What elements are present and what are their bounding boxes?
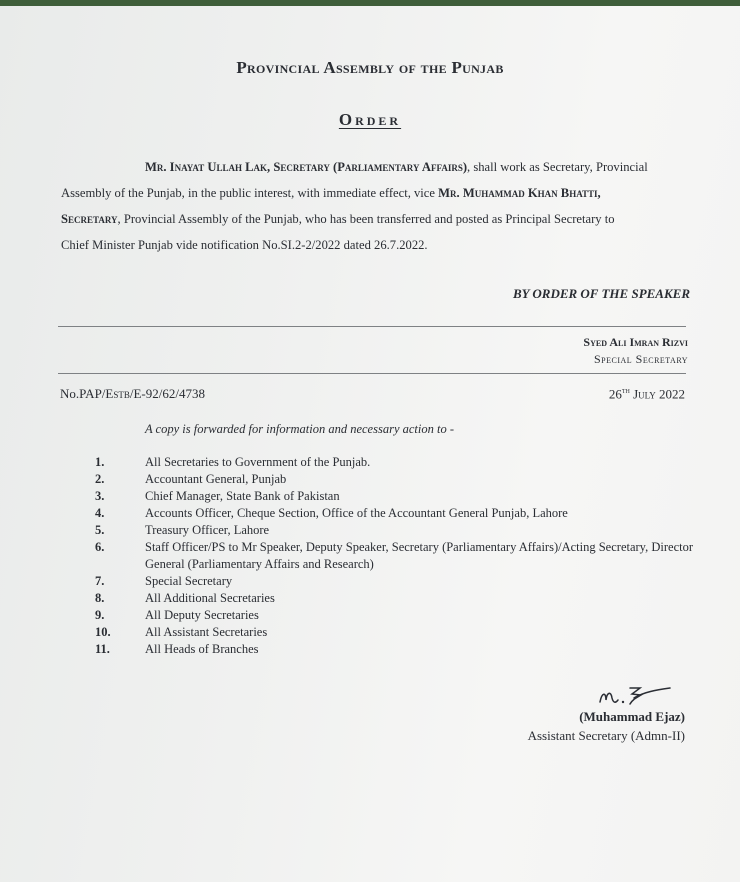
officer-name-previous: Mr. Muhammad Khan Bhatti, bbox=[438, 186, 601, 200]
recipient-item bbox=[95, 624, 695, 641]
signatory-name: Syed Ali Imran Rizvi bbox=[583, 335, 688, 349]
document-page bbox=[0, 6, 740, 882]
copy-forwarded-line: A copy is forwarded for information and necessary action to - bbox=[145, 422, 455, 436]
divider-bottom bbox=[58, 373, 686, 374]
order-title: Order bbox=[338, 110, 402, 129]
recipient-number: 10. bbox=[95, 625, 111, 639]
recipient-text: All Additional Secretaries bbox=[145, 591, 275, 605]
recipient-number: 7. bbox=[95, 574, 105, 588]
order-line-4: Chief Minister Punjab vide notification No.SI.2-2/2022 dated 26.7.2022. bbox=[61, 238, 428, 252]
recipient-text: Treasury Officer, Lahore bbox=[145, 523, 270, 537]
reference-date: 26th July 2022 bbox=[608, 386, 685, 402]
recipient-number: 6. bbox=[95, 540, 105, 554]
recipient-text: Special Secretary bbox=[145, 574, 233, 588]
recipient-item bbox=[95, 454, 695, 471]
recipient-item bbox=[95, 573, 695, 590]
recipient-text: All Deputy Secretaries bbox=[145, 608, 259, 622]
recipient-number: 2. bbox=[95, 472, 105, 486]
order-line-1: Mr. Inayat Ullah Lak, Secretary (Parliamentary Affairs), shall work as Secretary, Provincial bbox=[145, 160, 648, 174]
recipient-item bbox=[95, 641, 695, 658]
recipient-number: 9. bbox=[95, 608, 105, 622]
divider-top bbox=[58, 326, 686, 327]
recipient-text: Accountant General, Punjab bbox=[145, 472, 287, 486]
recipient-list bbox=[95, 454, 695, 658]
recipient-text: All Heads of Branches bbox=[145, 642, 259, 656]
recipient-text: All Secretaries to Government of the Punjab. bbox=[145, 455, 371, 469]
recipient-item bbox=[95, 505, 695, 522]
recipient-text: Staff Officer/PS to Mr Speaker, Deputy Speaker, Secretary (Parliamentary Affairs)/Acting Secretary, Director General (Parliamentary Affairs and Research) bbox=[145, 540, 694, 571]
officer-name-new: Mr. Inayat Ullah Lak, Secretary (Parliamentary Affairs) bbox=[145, 160, 468, 174]
recipient-text: All Assistant Secretaries bbox=[145, 625, 268, 639]
recipient-number: 1. bbox=[95, 455, 105, 469]
signature-image bbox=[594, 678, 674, 712]
recipient-item bbox=[95, 607, 695, 624]
reference-number: No.PAP/Estb/E-92/62/4738 bbox=[60, 386, 205, 401]
recipient-item bbox=[95, 488, 695, 505]
recipient-number: 4. bbox=[95, 506, 105, 520]
recipient-number: 8. bbox=[95, 591, 105, 605]
order-line-3: Secretary, Provincial Assembly of the Punjab, who has been transferred and posted as Principal Secretary to bbox=[61, 212, 615, 226]
recipient-item bbox=[95, 522, 695, 539]
assembly-title: Provincial Assembly of the Punjab bbox=[236, 58, 504, 77]
recipient-text: Chief Manager, State Bank of Pakistan bbox=[145, 489, 340, 503]
signatory-title: Special Secretary bbox=[594, 352, 688, 366]
recipient-number: 11. bbox=[95, 642, 110, 656]
recipient-item bbox=[95, 539, 695, 573]
by-order-line: BY ORDER OF THE SPEAKER bbox=[513, 286, 690, 301]
recipient-item bbox=[95, 590, 695, 607]
closing-designation: Assistant Secretary (Admn-II) bbox=[527, 728, 685, 743]
recipient-number: 5. bbox=[95, 523, 105, 537]
recipient-number: 3. bbox=[95, 489, 105, 503]
order-line-2: Assembly of the Punjab, in the public interest, with immediate effect, vice Mr. Muhammad Khan Bhatti, bbox=[61, 186, 601, 200]
recipient-item bbox=[95, 471, 695, 488]
recipient-text: Accounts Officer, Cheque Section, Office of the Accountant General Punjab, Lahore bbox=[145, 506, 568, 520]
closing-name: (Muhammad Ejaz) bbox=[579, 709, 685, 724]
